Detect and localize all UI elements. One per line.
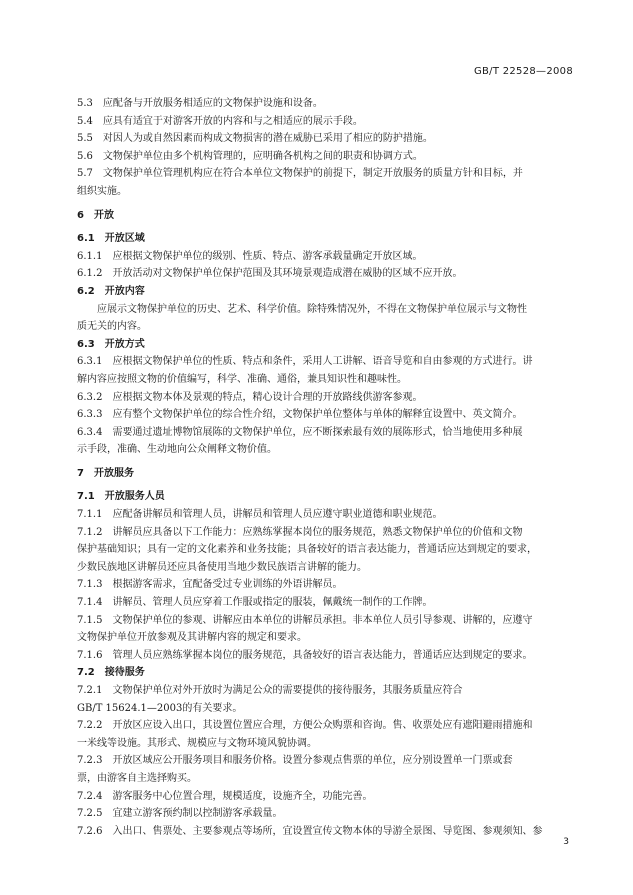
clause-7-1-4: 7.1.4 讲解员、管理人员应穿着工作服或指定的服装，佩戴统一制作的工作牌。 xyxy=(77,597,433,609)
section-6-heading: 6 开放 xyxy=(77,209,114,221)
clause-7-1-3: 7.1.3 根据游客需求，宜配备受过专业训练的外语讲解员。 xyxy=(77,579,343,591)
clause-7-2-4: 7.2.4 游客服务中心位置合理，规模适度，设施齐全，功能完善。 xyxy=(77,790,373,802)
clause-6-2-text: 应展示文物保护单位的历史、艺术、科学价值。除特殊情况外，不得在文物保护单位展示与文物性 xyxy=(77,303,527,315)
clause-7-2-3: 7.2.3 开放区域应公开服务项目和服务价格。设置分参观点售票的单位，应分别设置单一门票或套 xyxy=(77,755,513,767)
clause-7-2-5: 7.2.5 宜建立游客预约制以控制游客承载量。 xyxy=(77,808,283,820)
clause-6-3-3: 6.3.3 应有整个文物保护单位的综合性介绍，文物保护单位整体与单体的解释宜设置中、英文简介。 xyxy=(77,409,523,421)
clause-6-3-4: 6.3.4 需要通过遗址博物馆展陈的文物保护单位，应不断探索最有效的展陈形式，恰当地使用多种展 xyxy=(77,426,523,438)
page-number: 3 xyxy=(563,837,569,847)
clause-7-1-2-cont2: 少数民族地区讲解员还应具备使用当地少数民族语言讲解的能力。 xyxy=(77,561,367,573)
clause-7-2-6: 7.2.6 入出口、售票处、主要参观点等场所，宜设置宣传文物本体的导游全景图、导览图、参观须知、参 xyxy=(77,825,543,837)
clause-5-4: 5.4 应具有适宜于对游客开放的内容和与之相适应的展示手段。 xyxy=(77,115,363,127)
clause-7-1-6: 7.1.6 管理人员应熟练掌握本岗位的服务规范，具备较好的语言表达能力，普通话应达到规定的要求。 xyxy=(77,649,533,661)
clause-7-2-3-cont: 票，由游客自主选择购买。 xyxy=(77,772,197,784)
clause-6-2-text-cont: 质无关的内容。 xyxy=(77,321,147,333)
clause-6-1-heading: 6.1 开放区域 xyxy=(77,233,145,245)
clause-5-5: 5.5 对因人为或自然因素而构成文物损害的潜在威胁已采用了相应的防护措施。 xyxy=(77,133,433,145)
clause-7-2-heading: 7.2 接待服务 xyxy=(77,667,145,679)
standard-code-header: GB/T 22528—2008 xyxy=(473,66,573,77)
document-body xyxy=(77,95,565,840)
clause-7-1-1: 7.1.1 应配备讲解员和管理人员，讲解员和管理人员应遵守职业道德和职业规范。 xyxy=(77,509,443,521)
clause-5-7: 5.7 文物保护单位管理机构应在符合本单位文物保护的前提下，制定开放服务的质量方针和目标，并 xyxy=(77,168,523,180)
clause-7-2-1-cont: GB/T 15624.1—2003的有关要求。 xyxy=(77,702,243,714)
clause-7-1-2: 7.1.2 讲解员应具备以下工作能力：应熟练掌握本岗位的服务规范，熟悉文物保护单位的价值和文物 xyxy=(77,526,523,538)
clause-6-3-2: 6.3.2 应根据文物本体及景观的特点，精心设计合理的开放路线供游客参观。 xyxy=(77,391,423,403)
clause-5-6: 5.6 文物保护单位由多个机构管理的，应明确各机构之间的职责和协调方式。 xyxy=(77,150,423,162)
clause-7-1-2-cont1: 保护基础知识；具有一定的文化素养和业务技能；具备较好的语言表达能力，普通话应达到规定的要求， xyxy=(77,544,537,556)
clause-6-3-4-cont: 示手段，准确、生动地向公众阐释文物价值。 xyxy=(77,444,277,456)
clause-5-3: 5.3 应配备与开放服务相适应的文物保护设施和设备。 xyxy=(77,98,323,109)
clause-7-2-2-cont: 一米线等设施。其形式、规模应与文物环境风貌协调。 xyxy=(77,737,317,749)
clause-6-3-1: 6.3.1 应根据文物保护单位的性质、特点和条件，采用人工讲解、语音导览和自由参观的方式进行。讲 xyxy=(77,356,533,368)
clause-6-1-2: 6.1.2 开放活动对文物保护单位保护范围及其环境景观造成潜在威胁的区域不应开放。 xyxy=(77,268,463,280)
clause-6-1-1: 6.1.1 应根据文物保护单位的级别、性质、特点、游客承载量确定开放区域。 xyxy=(77,250,423,262)
clause-7-1-heading: 7.1 开放服务人员 xyxy=(77,491,165,503)
clause-6-3-heading: 6.3 开放方式 xyxy=(77,338,145,350)
clause-6-3-1-cont: 解内容应按照文物的价值编写，科学、准确、通俗，兼具知识性和趣味性。 xyxy=(77,373,407,385)
clause-7-1-5-cont: 文物保护单位开放参观及其讲解内容的规定和要求。 xyxy=(77,632,307,644)
clause-7-2-1: 7.2.1 文物保护单位对外开放时为满足公众的需要提供的接待服务，其服务质量应符合 xyxy=(77,685,463,696)
clause-5-7-cont: 组织实施。 xyxy=(77,185,127,197)
clause-6-2-heading: 6.2 开放内容 xyxy=(77,285,145,297)
section-7-heading: 7 开放服务 xyxy=(77,467,134,479)
clause-7-2-2: 7.2.2 开放区应设入出口，其设置位置应合理，方便公众购票和咨询。售、收票处应有遮阳避雨措施和 xyxy=(77,720,533,732)
clause-7-1-5: 7.1.5 文物保护单位的参观、讲解应由本单位的讲解员承担。非本单位人员引导参观、讲解的，应遵守 xyxy=(77,614,533,626)
